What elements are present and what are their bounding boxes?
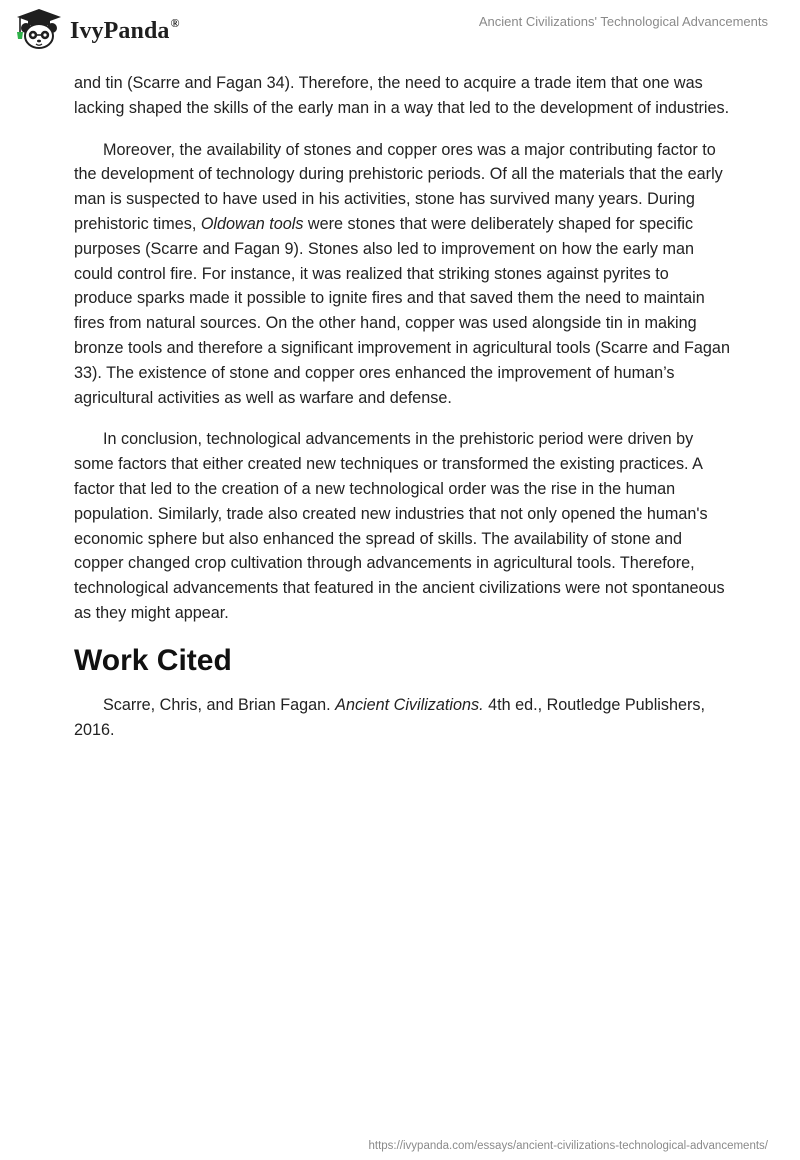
page-header	[0, 0, 800, 70]
italic-term: Oldowan tools	[200, 214, 304, 233]
panda-graduate-icon	[14, 8, 64, 50]
works-cited-heading: Work Cited	[74, 643, 232, 677]
brand-name: IvyPanda®	[70, 15, 180, 44]
ivypanda-logo[interactable]	[14, 8, 180, 50]
paragraph-1: and tin (Scarre and Fagan 34). Therefore, the need to acquire a trade item that one was lacking shaped the skills of the early man in a way that led to the development of industries.	[74, 74, 730, 117]
essay-body	[74, 71, 730, 759]
registered-mark: ®	[170, 15, 180, 30]
book-title: Ancient Civilizations.	[335, 695, 484, 714]
citation-entry: Scarre, Chris, and Brian Fagan. Ancient Civilizations. 4th ed., Routledge Publishers, 2016.	[74, 695, 705, 739]
paragraph-3: In conclusion, technological advancements in the prehistoric period were driven by some factors that either created new techniques or transformed the existing practices. A factor that led to the creation of a new technological order was the rise in the human population. Similarly, trade also created new industries that not only opened the human's economic sphere but also enhanced the spread of skills. The availability of stone and copper changed crop cultivation through advancements in agricultural tools. Therefore, technological advancements that featured in the ancient civilizations were not spontaneous as they might appear.	[74, 430, 725, 622]
paragraph-2: Moreover, the availability of stones and copper ores was a major contributing factor to the development of technology during prehistoric periods. Of all the materials that the early man is suspected to have used in his activities, stone has survived many years. During prehistoric times, Oldowan tools were stones that were deliberately shaped for specific purposes (Scarre and Fagan 9). Stones also led to improvement on how the early man could control fire. For instance, it was realized that striking stones against pyrites to produce sparks made it possible to ignite fires and that saved them the need to maintain fires from natural sources. On the other hand, copper was used alongside tin in making bronze tools and therefore a significant improvement in agricultural tools (Scarre and Fagan 33). The existence of stone and copper ores enhanced the improvement of human’s agricultural activities as well as warfare and defense.	[74, 140, 730, 407]
source-url[interactable]: https://ivypanda.com/essays/ancient-civilizations-technological-advancements/	[368, 1140, 768, 1152]
running-title: Ancient Civilizations' Technological Advancements	[478, 14, 768, 29]
